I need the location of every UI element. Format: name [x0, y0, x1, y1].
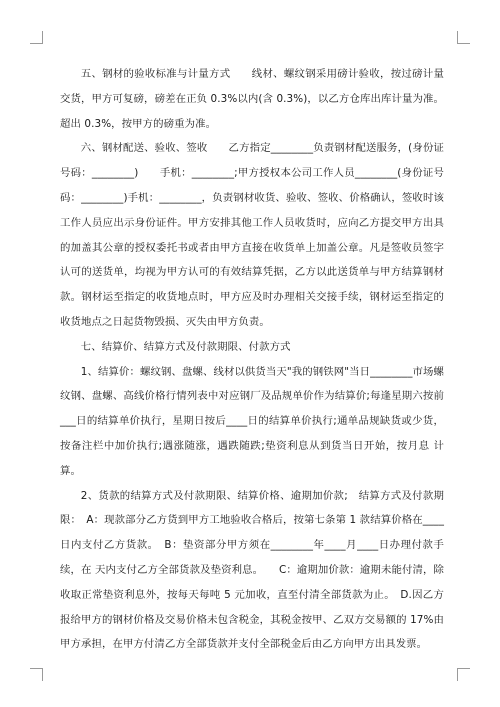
crop-mark-top-right: [457, 31, 470, 44]
clause-6-paragraph: 六、钢材配送、验收、签收 乙方指定________负责钢材配送服务，(身份证号码：________) 手机：________;甲方授权本公司工作人员________(身份证号码：________)手机：________，负责钢材收货、验收、签收、价格确认，签收时该工作人员应出示身份证件。甲方安排其他工作人员收货时，应向乙方提交甲方出具的加盖其公章的授权委托书或者由甲方直接在收货单上加盖公章。凡是签收员签字认可的送货单，均视为甲方认可的有效结算凭据，乙方以此送货单与甲方结算钢材款。钢材运至指定的收货地点时，甲方应及时办理相关交接手续，钢材运至指定的收货地点之日起货物毁损、灭失由甲方负责。: [60, 142, 444, 328]
document-body: [60, 62, 444, 657]
crop-mark-top-left: [30, 31, 43, 44]
crop-mark-bottom-right: [457, 668, 470, 681]
crop-mark-bottom-left: [30, 668, 43, 681]
clause-7-1-paragraph: 1、结算价：螺纹钢、盘螺、线材以供货当天"我的钢铁网"当日________市场螺纹钢、盘螺、高线价格行情列表中对应钢厂及品规单价作为结算价;每逢星期六按前___日的结算单价执行，星期日按后____日的结算单价执行;通单品规缺货或少货，按备注栏中加价执行;遇涨随涨，遇跌随跌;垫资利息从到货当日开始，按月息 计算。: [60, 365, 444, 477]
clause-5-paragraph: 五、钢材的验收标准与计量方式 线材、螺纹钢采用磅计验收，按过磅计量交货，甲方可复磅，磅差在正负 0.3%以内(含 0.3%)，以乙方仓库出库计量为准。超出 0.3%，按甲方的磅重为准。: [60, 68, 444, 130]
clause-7-heading: 七、结算价、结算方式及付款期限、付款方式: [80, 340, 291, 353]
clause-7-2-paragraph: 2、货款的结算方式及付款期限、结算价格、逾期加价款; 结算方式及付款期限： A：现款部分乙方货到甲方工地验收合格后，按第七条第 1 款结算价格在____日内支付乙方货款。 B：垫资部分甲方须在________年____月____日办理付款手续，在 天内支付乙方全部货款及垫资利息。 C：逾期加价款：逾期未能付清，除收取正常垫资利息外，按每天每吨 5 元加收，直至付清全部货款为止。 D.因乙方报给甲方的钢材价格及交易价格未包含税金，其税金按甲、乙双方交易额的 17%由甲方承担，在甲方付清乙方全部货款并支付全部税金后由乙方向甲方出具发票。: [60, 489, 444, 651]
